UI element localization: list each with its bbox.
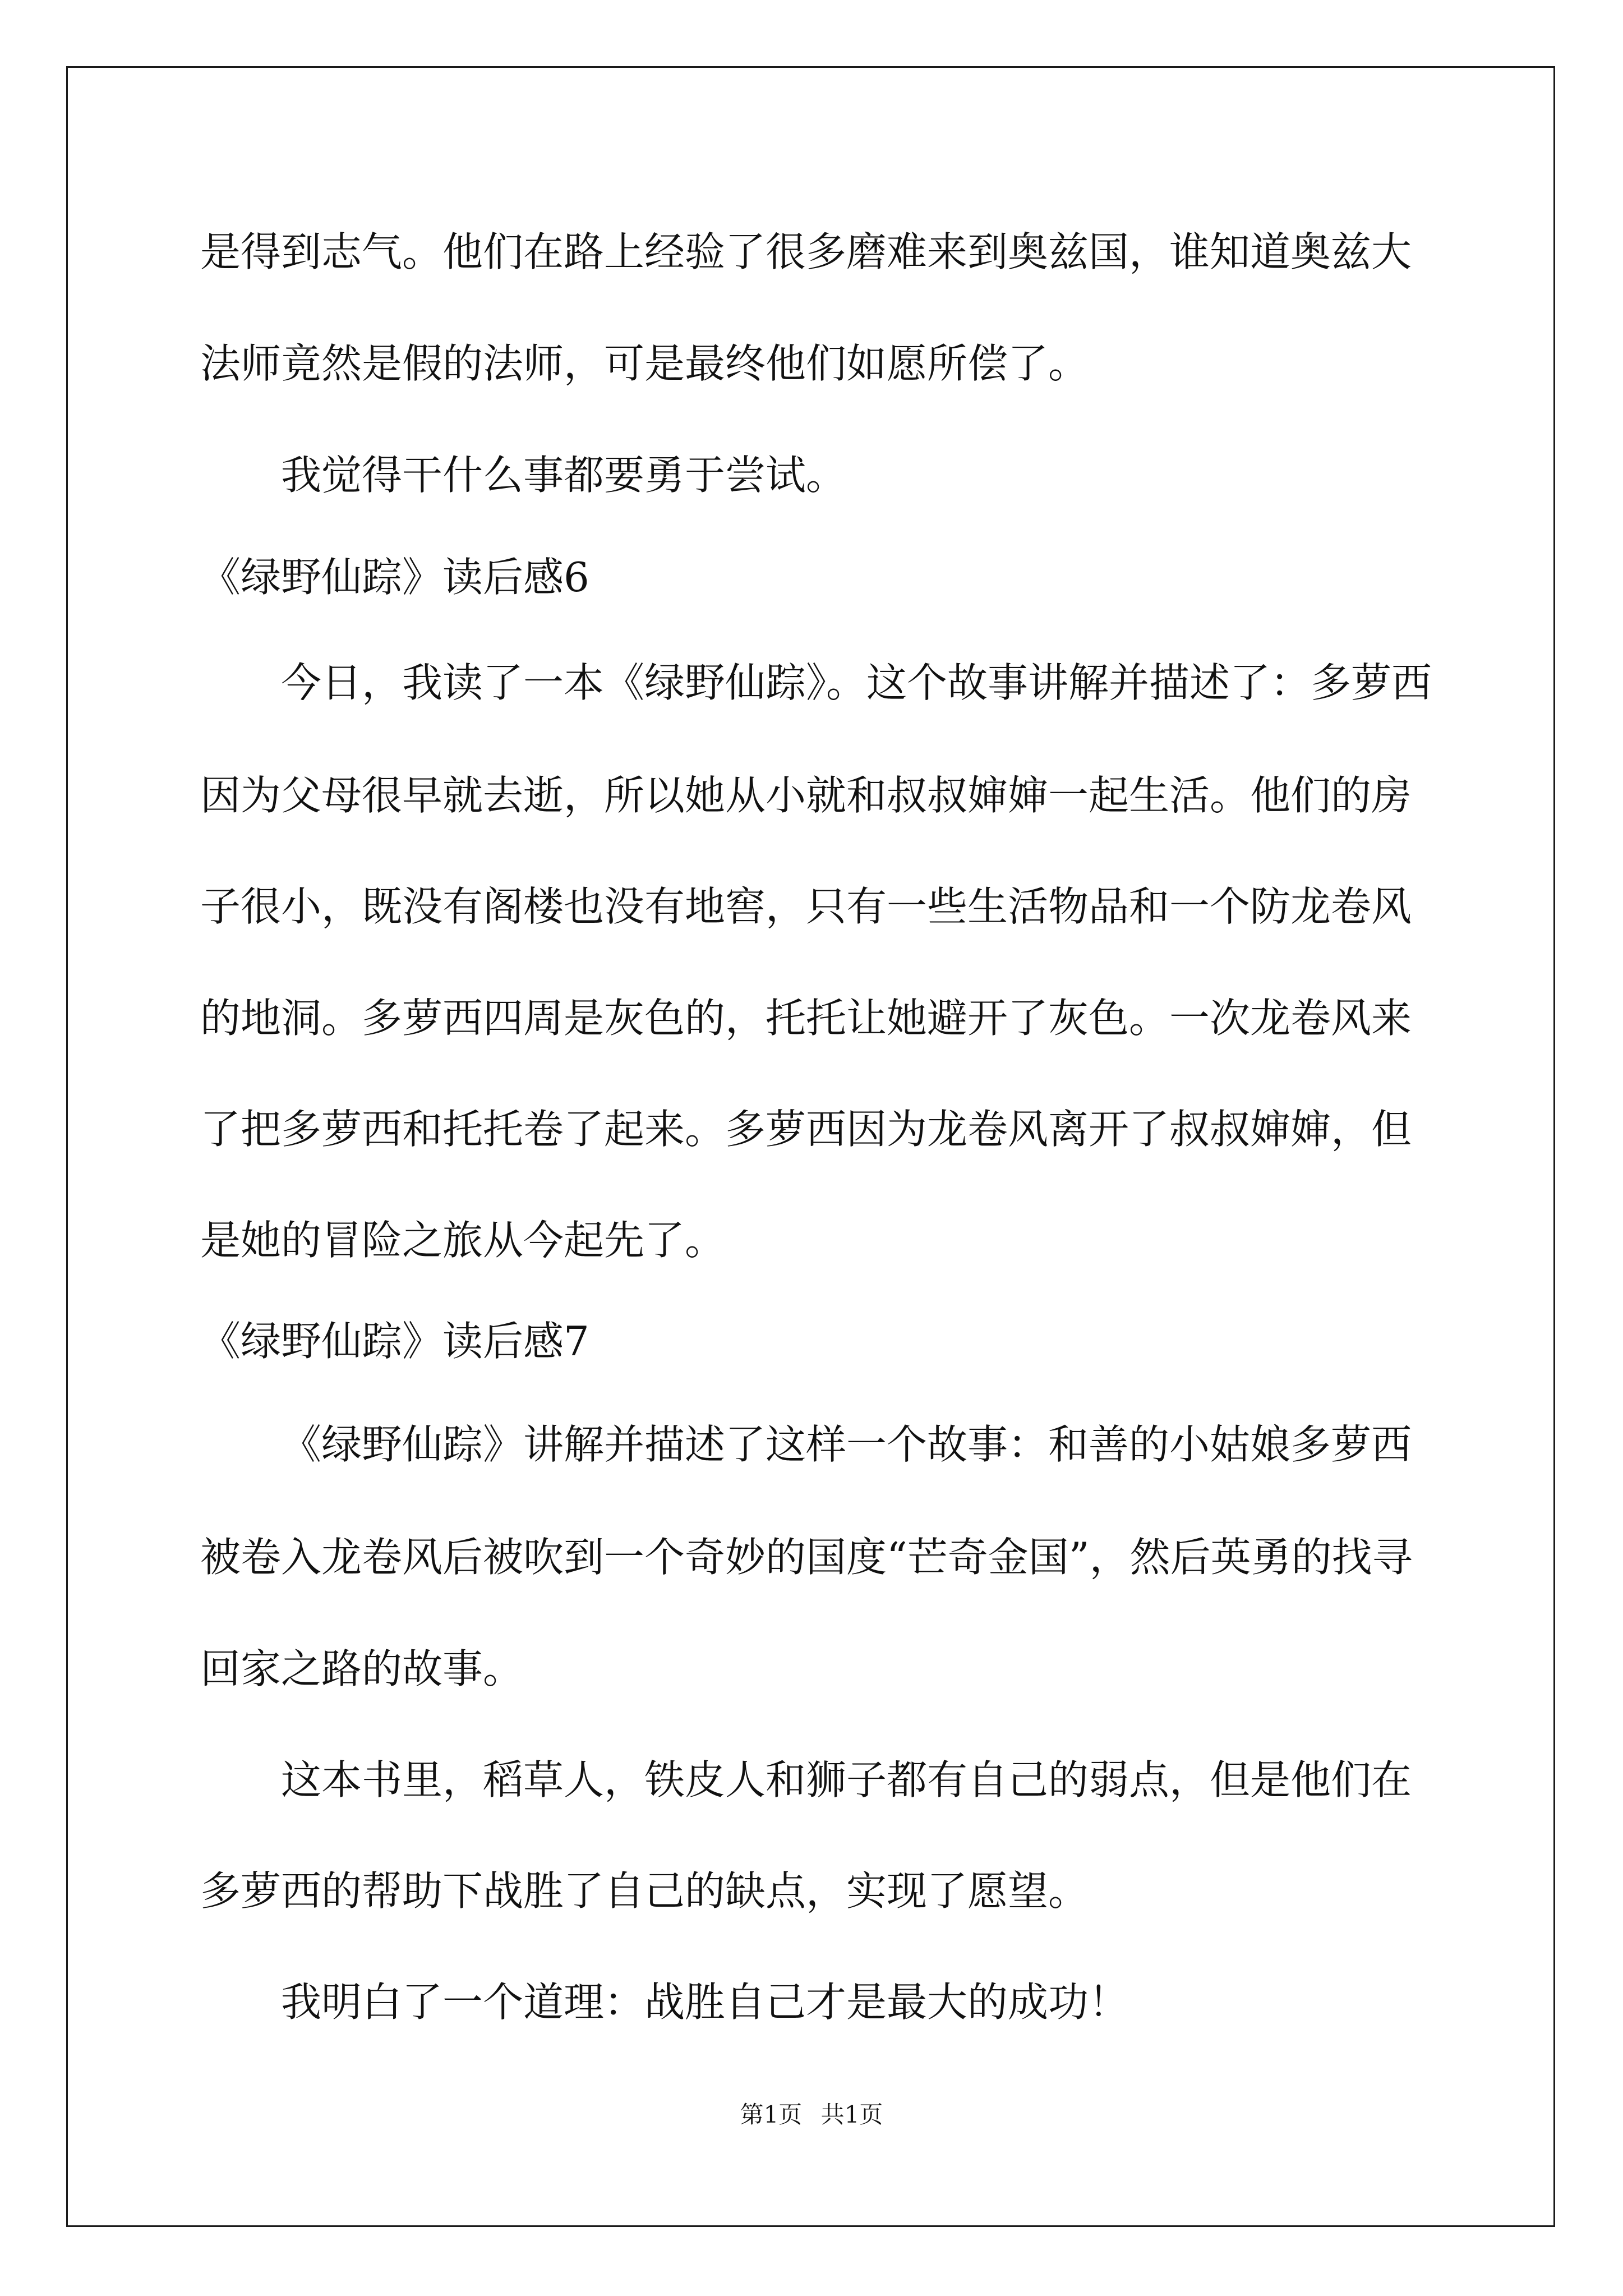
paragraph-line: 是她的冒险之旅从今起先了。 bbox=[200, 1217, 726, 1264]
paragraph-line: 的地洞。多萝西四周是灰色的，托托让她避开了灰色。一次龙卷风来 bbox=[200, 995, 1412, 1042]
page-footer bbox=[0, 2096, 1623, 2130]
paragraph-line: 我明白了一个道理：战胜自己才是最大的成功！ bbox=[281, 1978, 1129, 2026]
page-number: 第1页 bbox=[740, 2101, 803, 2128]
paragraph-line: 被卷入龙卷风后被吹到一个奇妙的国度“芒奇金国”，然后英勇的找寻 bbox=[200, 1534, 1413, 1581]
paragraph-line: 因为父母很早就去逝，所以她从小就和叔叔婶婶一起生活。他们的房 bbox=[200, 772, 1412, 819]
page-total: 共1页 bbox=[820, 2101, 883, 2128]
paragraph-line: 是得到志气。他们在路上经验了很多磨难来到奥兹国，谁知道奥兹大 bbox=[200, 228, 1412, 275]
paragraph-line: 我觉得干什么事都要勇于尝试。 bbox=[281, 452, 847, 499]
section-heading: 《绿野仙踪》读后感6 bbox=[200, 554, 589, 601]
paragraph-line: 法师竟然是假的法师，可是最终他们如愿所偿了。 bbox=[200, 340, 1089, 387]
paragraph-line: 子很小，既没有阁楼也没有地窖，只有一些生活物品和一个防龙卷风 bbox=[200, 883, 1412, 930]
paragraph-line: 回家之路的故事。 bbox=[200, 1645, 524, 1692]
paragraph-line: 今日，我读了一本《绿野仙踪》。这个故事讲解并描述了：多萝西 bbox=[281, 659, 1432, 706]
paragraph-line: 多萝西的帮助下战胜了自己的缺点，实现了愿望。 bbox=[200, 1867, 1089, 1915]
paragraph-line: 《绿野仙踪》讲解并描述了这样一个故事：和善的小姑娘多萝西 bbox=[281, 1421, 1412, 1468]
paragraph-line: 了把多萝西和托托卷了起来。多萝西因为龙卷风离开了叔叔婶婶，但 bbox=[200, 1106, 1412, 1153]
document-body bbox=[200, 0, 1440, 2026]
section-heading: 《绿野仙踪》读后感7 bbox=[200, 1318, 589, 1365]
paragraph-line: 这本书里，稻草人，铁皮人和狮子都有自己的弱点，但是他们在 bbox=[281, 1756, 1412, 1803]
